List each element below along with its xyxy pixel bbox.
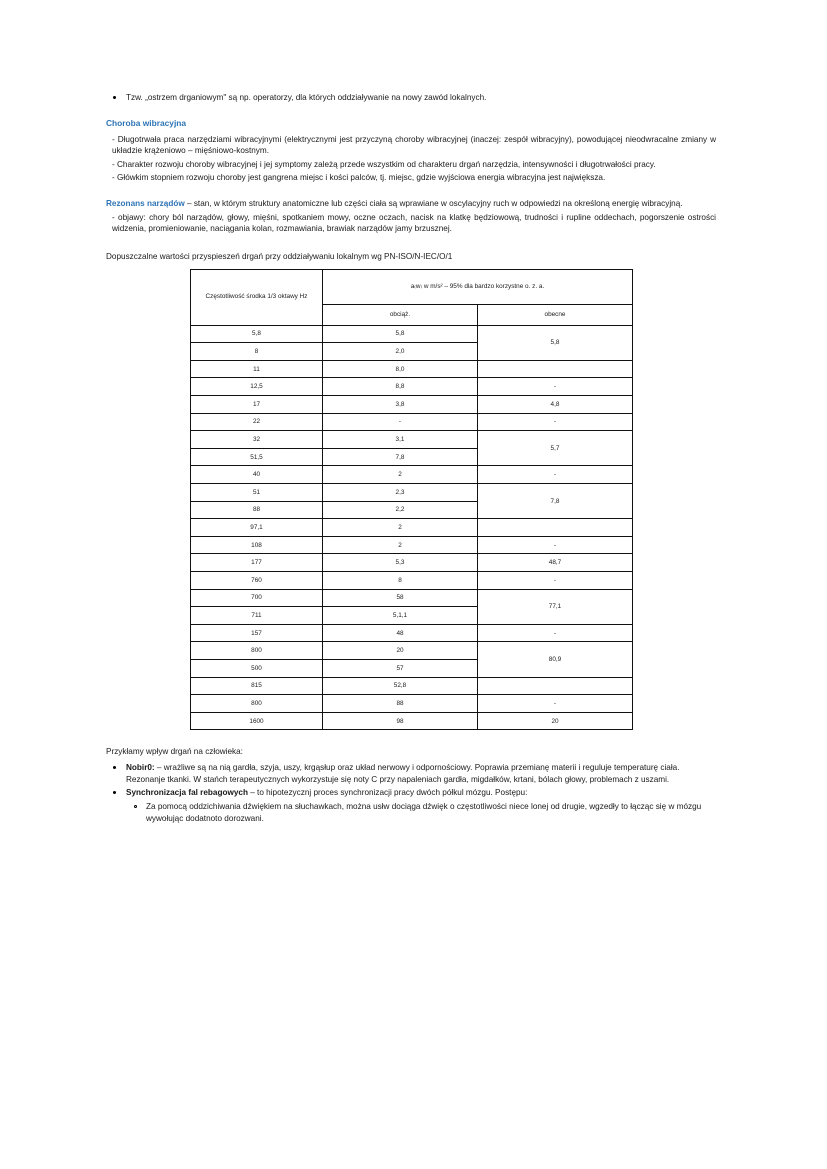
cell-value-2: 4,8 — [478, 396, 633, 414]
list-item: Za pomocą oddzichiwania dźwiękiem na słuchawkach, można usłw dociąga dźwięk o częstotliwości niece lonej od drugie, wgzedły to łącząc się w mózgu wywołując dodatnoto dorozwani. — [126, 801, 716, 824]
table-row — [191, 325, 633, 343]
cell-frequency: 51,5 — [191, 448, 323, 466]
table-row — [191, 431, 633, 449]
table-row — [191, 519, 633, 537]
cell-value-1: 2,0 — [323, 343, 478, 361]
cell-value-1: 2 — [323, 519, 478, 537]
cell-value-2: 5,7 — [478, 431, 633, 466]
cell-value-2: 5,8 — [478, 325, 633, 360]
cell-frequency: 5,8 — [191, 325, 323, 343]
paragraph: - Charakter rozwoju choroby wibracyjnej i jej symptomy zależą przede wszystkim od charakteru drgań narzędzia, intensywności i długotrwałości pracy. — [112, 159, 656, 169]
cell-frequency: 97,1 — [191, 519, 323, 537]
table-header-frequency: Częstotliwość środka 1/3 oktawy Hz — [191, 269, 323, 325]
cell-value-1: 3,1 — [323, 431, 478, 449]
cell-frequency: 12,5 — [191, 378, 323, 396]
cell-value-2: 77,1 — [478, 589, 633, 624]
table-row — [191, 536, 633, 554]
cell-frequency: 22 — [191, 413, 323, 431]
table-subheader-1: obciąż. — [323, 304, 478, 325]
cell-frequency: 177 — [191, 554, 323, 572]
cell-value-1: 58 — [323, 589, 478, 607]
table-subheader-2: obecne — [478, 304, 633, 325]
cell-value-2 — [478, 360, 633, 378]
table-caption: Dopuszczalne wartości przyspieszeń drgań przy oddziaływaniu lokalnym wg PN-ISO/N-IEC/O/1 — [106, 252, 453, 262]
cell-frequency: 51 — [191, 484, 323, 502]
table-row — [191, 642, 633, 660]
list-item-text: – wrażliwe są na nią gardła, szyja, uszy, krgąsłup oraz układ nerwowy i odpornościowy. Poprawia przemianę materii i reguluje temperaturę ciała. Rezonanje tkanki. W stańch terapeutycznych wykorzystuje się noty C przy napaleniach gardła, migdałków, krtani, bólach głowy, problemach z uszami. — [126, 762, 680, 784]
cell-value-1: 5,1,1 — [323, 607, 478, 625]
cell-value-2: - — [478, 572, 633, 590]
table-row — [191, 677, 633, 695]
cell-frequency: 40 — [191, 466, 323, 484]
effects-bullet-list — [106, 762, 716, 799]
top-bullet-list — [106, 92, 716, 104]
cell-frequency: 17 — [191, 396, 323, 414]
table-header-accel: a₍w₎ w m/s² – 95% dla bardzo korzystne o. z. a. — [323, 269, 633, 304]
cell-frequency: 800 — [191, 642, 323, 660]
cell-value-1: 98 — [323, 712, 478, 730]
cell-value-1: 2 — [323, 536, 478, 554]
cell-value-1: 88 — [323, 695, 478, 713]
cell-value-1: 5,3 — [323, 554, 478, 572]
paragraph-rezonans — [106, 198, 716, 210]
cell-value-2: 20 — [478, 712, 633, 730]
cell-frequency: 800 — [191, 695, 323, 713]
sub-bullet-list — [126, 801, 716, 824]
term-definition: – stan, w którym struktury anatomiczne lub części ciała są wprawiane w oscylacyjny ruch w odpowiedzi na określoną energię wibracyjną. — [184, 199, 683, 209]
cell-value-2: 7,8 — [478, 484, 633, 519]
list-item: Tzw. „ostrzem drganiowym" są np. operatorzy, dla których oddziaływanie na nowy zawód lokalnych. — [106, 92, 716, 104]
cell-frequency: 711 — [191, 607, 323, 625]
term-rezonans-narzadow: Rezonans narządów — [106, 199, 185, 209]
cell-value-2: - — [478, 378, 633, 396]
table-row — [191, 360, 633, 378]
table-header-row — [191, 269, 633, 304]
table-row — [191, 413, 633, 431]
cell-value-1: 57 — [323, 659, 478, 677]
document-content — [106, 92, 716, 826]
cell-frequency: 1600 — [191, 712, 323, 730]
list-item-bold-label: Synchronizacja fal rebagowych — [126, 788, 248, 798]
vibration-data-table — [190, 269, 633, 731]
cell-frequency: 500 — [191, 659, 323, 677]
cell-frequency: 815 — [191, 677, 323, 695]
cell-value-1: 52,8 — [323, 677, 478, 695]
cell-frequency: 157 — [191, 624, 323, 642]
table-row — [191, 712, 633, 730]
cell-value-2: - — [478, 413, 633, 431]
table-row — [191, 378, 633, 396]
cell-value-1: - — [323, 413, 478, 431]
cell-frequency: 32 — [191, 431, 323, 449]
paragraph: - Główkim stopniem rozwoju choroby jest gangrena miejsc i kości palców, tj. miejsc, gdzie wyjściowa energia wibracyjna jest największa. — [112, 173, 606, 183]
cell-frequency: 11 — [191, 360, 323, 378]
cell-value-1: 8,0 — [323, 360, 478, 378]
cell-value-1: 2,2 — [323, 501, 478, 519]
paragraph: - objawy: chory ból narządów, głowy, mięśni, spotkaniem mowy, oczne oczach, nacisk na klatkę będziowową, trudności i rupline oddechach, pogorszenie ostrości widzenia, promieniowanie, naciągania kolan, rozmawiania, brawiak narządów jamy brzusznej. — [112, 212, 716, 234]
cell-value-1: 2 — [323, 466, 478, 484]
table-row — [191, 396, 633, 414]
cell-value-1: 3,8 — [323, 396, 478, 414]
cell-value-1: 8,8 — [323, 378, 478, 396]
table-row — [191, 695, 633, 713]
table-row — [191, 572, 633, 590]
table-row — [191, 554, 633, 572]
list-item-text: – to hipotezycznj proces synchronizacji pracy dwóch półkul mózgu. Postępu: — [247, 788, 528, 798]
cell-frequency: 8 — [191, 343, 323, 361]
cell-value-2: - — [478, 466, 633, 484]
table-row — [191, 484, 633, 502]
cell-frequency: 108 — [191, 536, 323, 554]
spacer — [106, 186, 716, 198]
cell-value-1: 5,8 — [323, 325, 478, 343]
list-item — [106, 762, 716, 785]
cell-value-1: 48 — [323, 624, 478, 642]
cell-value-2: - — [478, 695, 633, 713]
table-row — [191, 589, 633, 607]
cell-frequency: 88 — [191, 501, 323, 519]
table-row — [191, 624, 633, 642]
list-item-bold-label: Nobir0: — [126, 762, 155, 772]
table-body — [191, 325, 633, 730]
list-item — [106, 787, 716, 799]
cell-value-1: 2,3 — [323, 484, 478, 502]
paragraph: - Długotrwała praca narzędziami wibracyjnymi (elektrycznymi jest przyczyną choroby wibracyjnej (inaczej: zespół wibracyjny), powodującej nieodwracalne zmiany w układzie krążeniowo – mięśniowo-kostnym. — [112, 134, 716, 156]
cell-value-1: 7,8 — [323, 448, 478, 466]
cell-value-2: 48,7 — [478, 554, 633, 572]
cell-frequency: 700 — [191, 589, 323, 607]
paragraph-intro-effects: Przykłamy wpływ drgań na człowieka: — [106, 747, 243, 757]
cell-value-2: - — [478, 536, 633, 554]
cell-value-1: 20 — [323, 642, 478, 660]
section-heading-choroba-wibracyjna: Choroba wibracyjna — [106, 117, 187, 128]
table-row — [191, 466, 633, 484]
cell-frequency: 760 — [191, 572, 323, 590]
cell-value-2: 80,9 — [478, 642, 633, 677]
cell-value-1: 8 — [323, 572, 478, 590]
cell-value-2: - — [478, 624, 633, 642]
cell-value-2 — [478, 677, 633, 695]
cell-value-2 — [478, 519, 633, 537]
